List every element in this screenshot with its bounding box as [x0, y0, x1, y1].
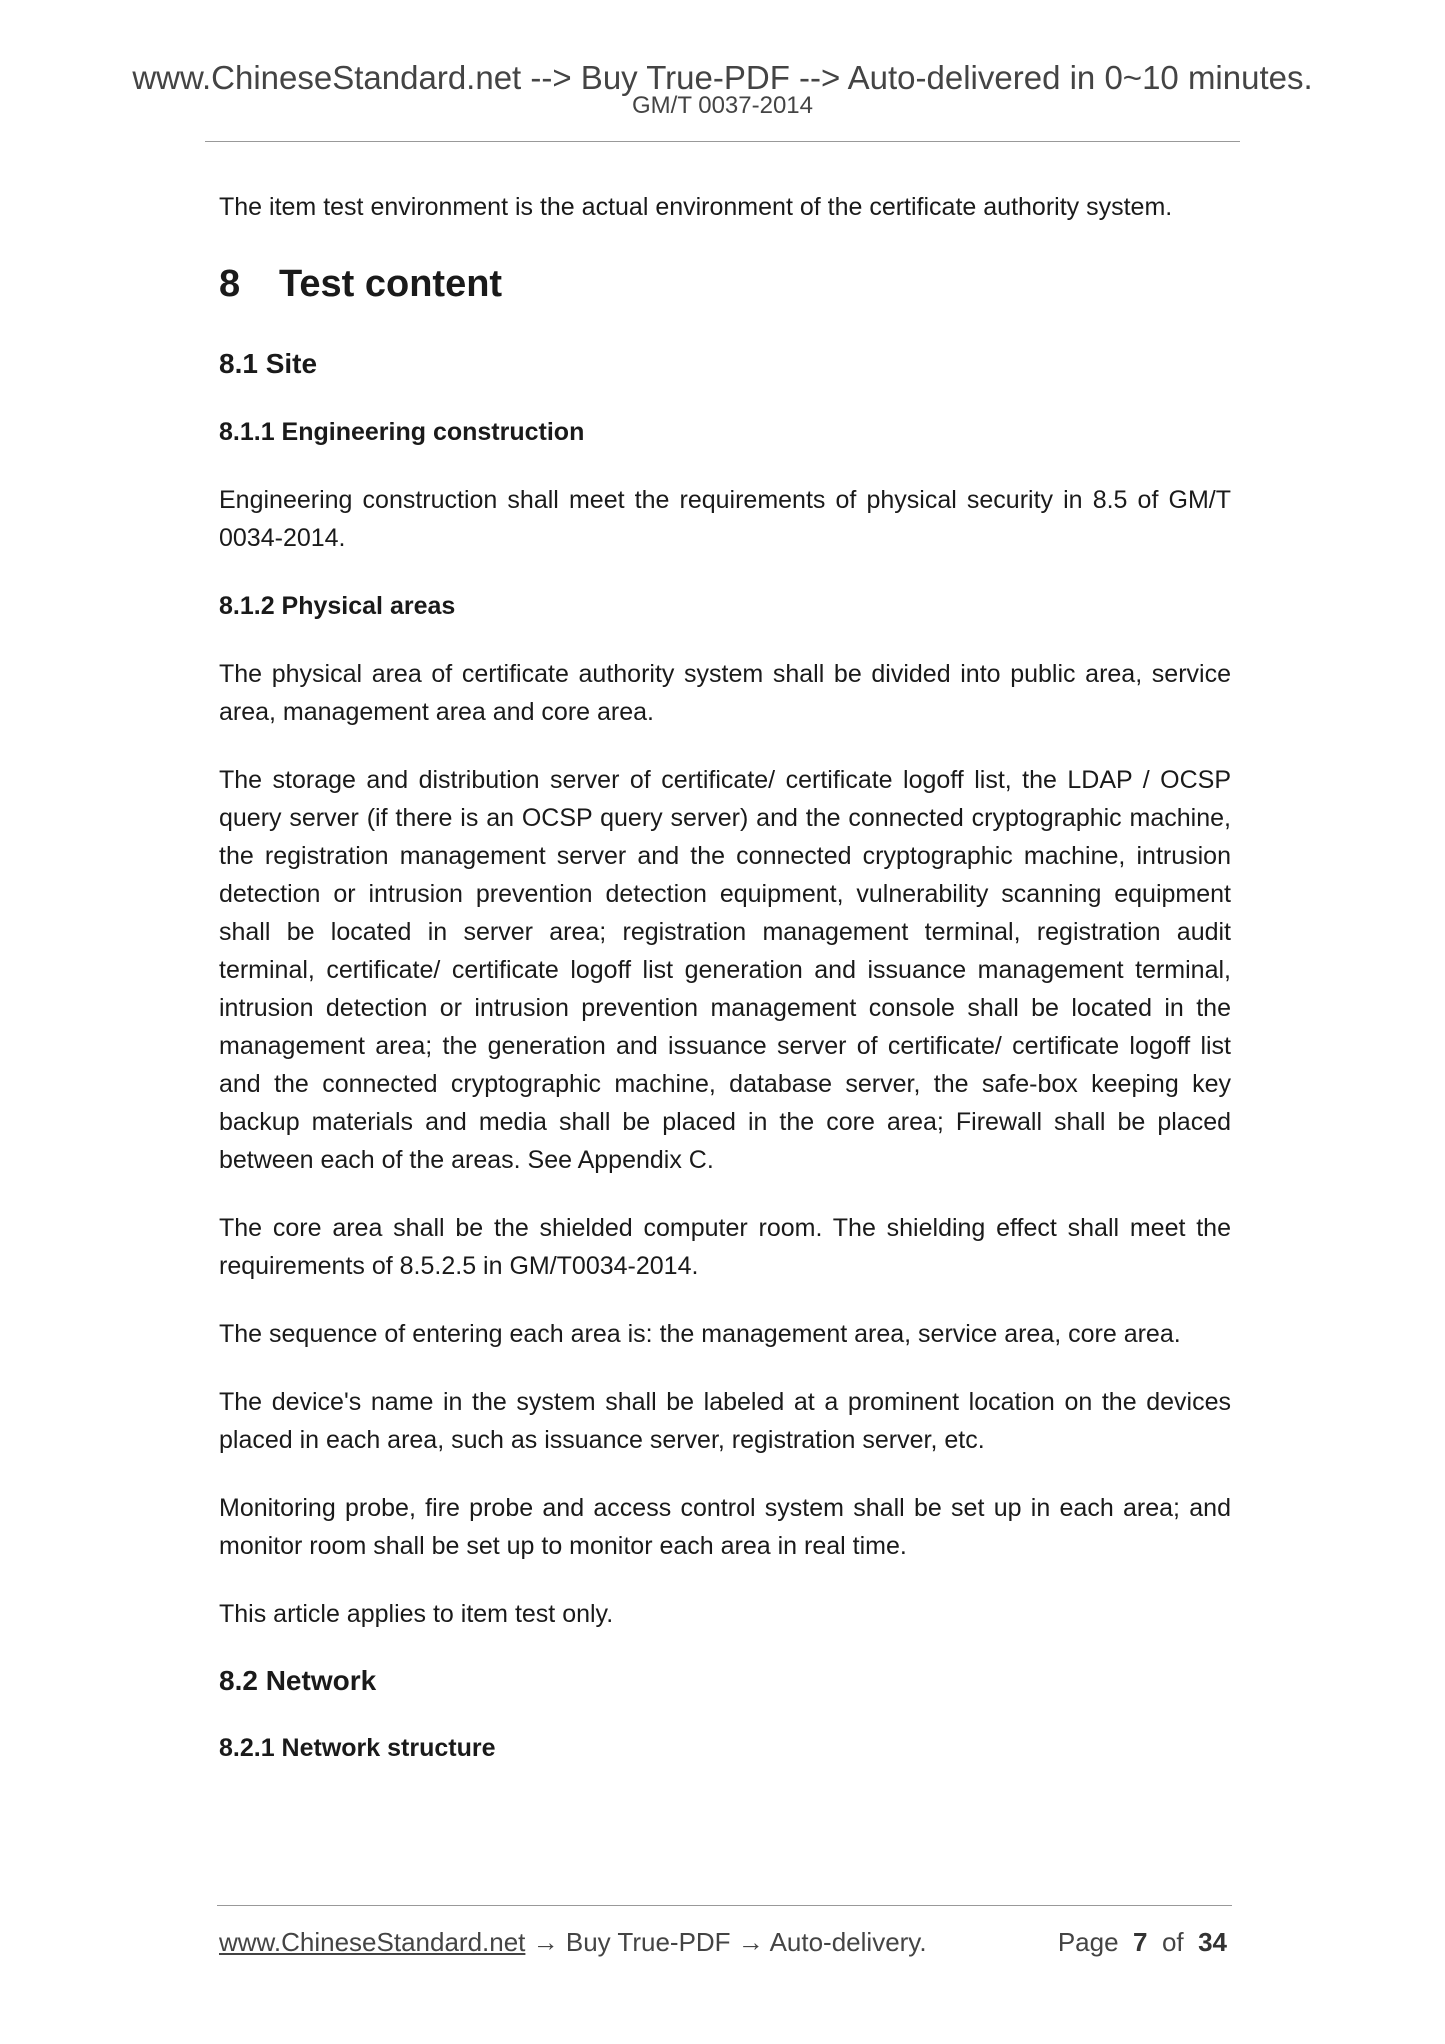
page-label: Page [1057, 1927, 1119, 1957]
paragraph: The core area shall be the shielded computer room. The shielding effect shall meet the requirements of 8.5.2.5 in GM/T0034-2014. [219, 1214, 1231, 1280]
footer-promo [219, 1922, 927, 1962]
section-8-heading [219, 260, 1231, 308]
paragraph: Engineering construction shall meet the requirements of physical security in 8.5 of GM/T 0034-2014. [219, 486, 1231, 552]
section-8-2-heading: 8.2 Network [219, 1665, 377, 1696]
footer-link[interactable]: www.ChineseStandard.net [219, 1927, 526, 1957]
page-indicator [1058, 1922, 1227, 1962]
footer-divider [217, 1905, 1232, 1906]
document-id: GM/T 0037-2014 [632, 92, 813, 119]
paragraph: The physical area of certificate authority system shall be divided into public area, service area, management area and core area. [219, 660, 1231, 726]
header-divider [205, 141, 1240, 142]
intro-paragraph: The item test environment is the actual environment of the certificate authority system. [219, 193, 1173, 221]
section-title: Test content [279, 263, 503, 305]
paragraph: The storage and distribution server of certificate/ certificate logoff list, the LDAP / OCSP query server (if there is an OCSP query server) and the connected cryptographic machine, the registration management server and the connected cryptographic machine, intrusion detection or intrusion prevention detection equipment, vulnerability scanning equipment shall be located in server area; registration management terminal, registration audit terminal, certificate/ certificate logoff list generation and issuance management terminal, intrusion detection or intrusion prevention management console shall be located in the management area; the generation and issuance server of certificate/ certificate logoff list and the connected cryptographic machine, database server, the safe-box keeping key backup materials and media shall be placed in the core area; Firewall shall be placed between each of the areas. See Appendix C. [219, 766, 1231, 1174]
section-8-2-1-heading: 8.2.1 Network structure [219, 1734, 496, 1762]
page-number: 7 [1133, 1927, 1148, 1957]
header-banner: www.ChineseStandard.net --> Buy True-PDF --> Auto-delivered in 0~10 minutes. [132, 59, 1313, 96]
paragraph: The device's name in the system shall be labeled at a prominent location on the devices placed in each area, such as issuance server, registration server, etc. [219, 1388, 1231, 1454]
paragraph: Monitoring probe, fire probe and access control system shall be set up in each area; and monitor room shall be set up to monitor each area in real time. [219, 1494, 1231, 1560]
page-total: 34 [1198, 1927, 1227, 1957]
of-label: of [1161, 1927, 1184, 1957]
paragraph: The sequence of entering each area is: the management area, service area, core area. [219, 1320, 1181, 1348]
footer-promo-text: → Buy True-PDF → Auto-delivery. [525, 1927, 927, 1957]
section-8-1-2-heading: 8.1.2 Physical areas [219, 592, 456, 620]
page-content [219, 188, 1231, 1767]
paragraph: This article applies to item test only. [219, 1600, 614, 1628]
section-number: 8 [219, 263, 241, 305]
section-8-1-1-heading: 8.1.1 Engineering construction [219, 418, 585, 446]
section-8-1-heading: 8.1 Site [219, 348, 318, 379]
page-footer [219, 1922, 1231, 1962]
